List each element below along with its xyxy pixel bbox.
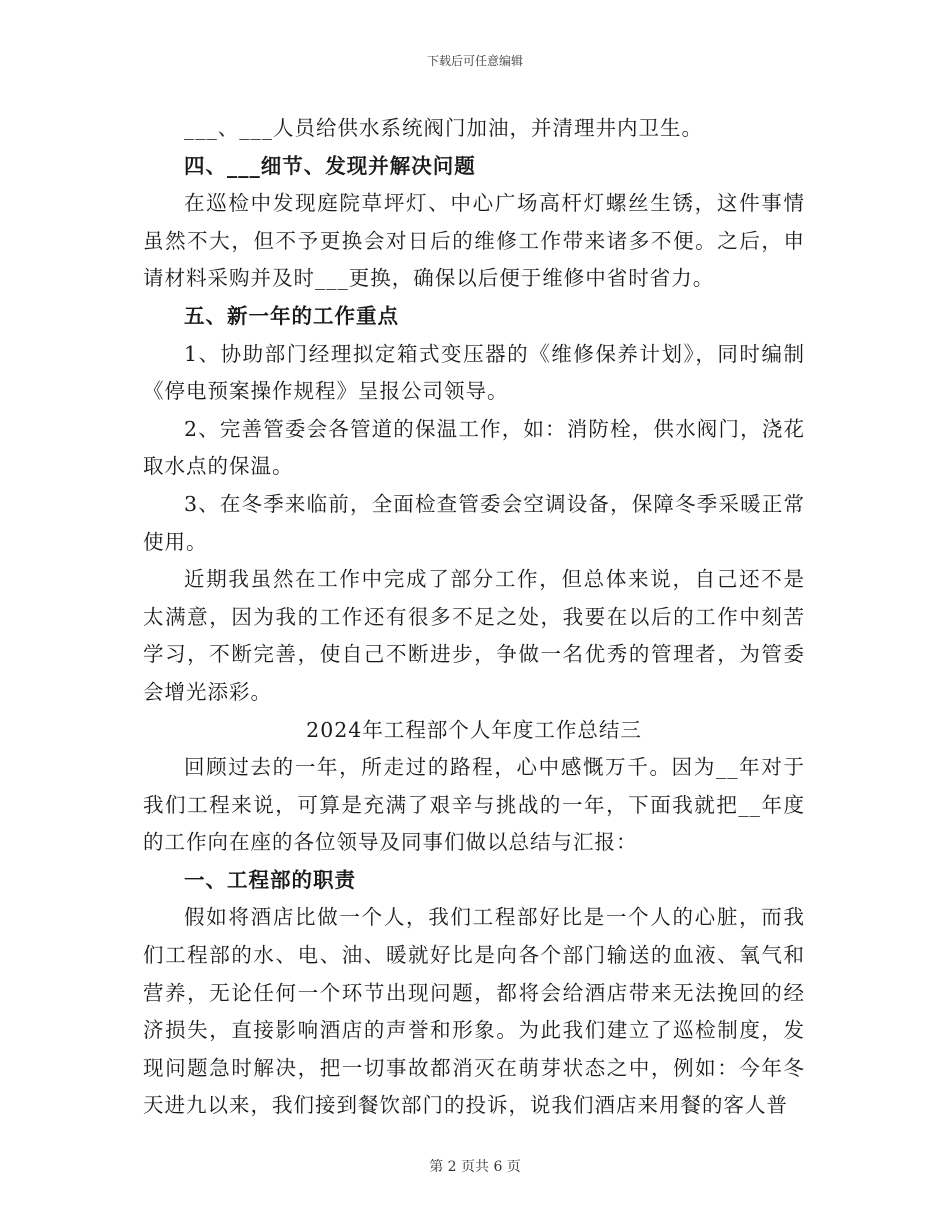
paragraph-inspection: 在巡检中发现庭院草坪灯、中心广场高杆灯螺丝生锈，这件事情虽然不大，但不予更换会对日后的维修工作带来诸多不便。之后，申请材料采购并及时___更换，确保以后便于维修中省时省力。	[143, 191, 805, 291]
paragraph-review: 回顾过去的一年，所走过的路程，心中感慨万千。因为__年对于我们工程来说，可算是充满了艰辛与挑战的一年，下面我就把__年度的工作向在座的各位领导及同事们做以总结与汇报：	[143, 755, 805, 855]
heading-section-one: 一、工程部的职责	[184, 867, 356, 892]
paragraph-duties: 假如将酒店比做一个人，我们工程部好比是一个人的心脏，而我们工程部的水、电、油、暖就好比是向各个部门输送的血液、氧气和营养，无论任何一个环节出现问题，都将会给酒店带来无法挽回的经济损失，直接影响酒店的声誉和形象。为此我们建立了巡检制度，发现问题急时解决，把一切事故都消灭在萌芽状态之中，例如：今年冬天进九以来，我们接到餐饮部门的投诉，说我们酒店来用餐的客人普	[143, 905, 805, 1118]
heading-section-four: 四、___细节、发现并解决问题	[184, 153, 476, 178]
page-header: 下载后可任意编辑	[426, 54, 523, 68]
paragraph-plan-2: 2、完善管委会各管道的保温工作，如：消防栓，供水阀门，浇花取水点的保温。	[143, 416, 805, 479]
paragraph-maintenance: ___、___人员给供水系统阀门加油，并清理井内卫生。	[184, 116, 703, 140]
page-footer: 第 2 页共 6 页	[429, 1159, 521, 1175]
heading-section-five: 五、新一年的工作重点	[184, 303, 399, 328]
document-title: 2024年工程部个人年度工作总结三	[306, 717, 642, 742]
paragraph-plan-3: 3、在冬季来临前，全面检查管委会空调设备，保障冬季采暖正常使用。	[143, 491, 805, 554]
paragraph-conclusion: 近期我虽然在工作中完成了部分工作，但总体来说，自己还不是太满意，因为我的工作还有很多不足之处，我要在以后的工作中刻苦学习，不断完善，使自己不断进步，争做一名优秀的管理者，为管委会增光添彩。	[143, 567, 805, 704]
paragraph-plan-1: 1、协助部门经理拟定箱式变压器的《维修保养计划》，同时编制《停电预案操作规程》呈报公司领导。	[143, 341, 805, 404]
document-body	[143, 110, 805, 1125]
